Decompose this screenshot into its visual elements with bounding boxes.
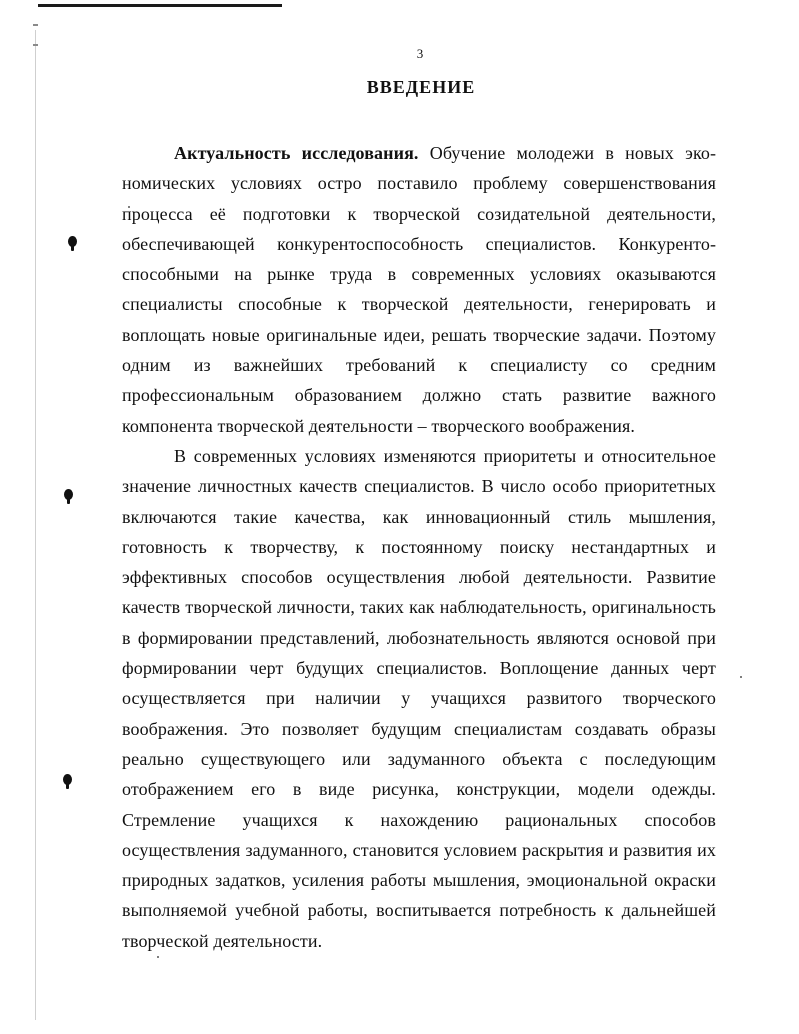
paragraph-lead: Актуальность исследования. [174,143,419,163]
scan-speck [740,676,742,678]
scan-top-border [38,4,282,7]
paragraph-text: В современных условиях изменяются приоритеты и относительное значение личностных качеств специалистов. В число особо приоритетных включаются такие качества, как инновационный стиль мышления, готовность к творчеству, к постоянному поиску нестандартных и эффективных способов осуществления любой деятельности. Развитие качеств творческой личности, таких как наблюдательность, оригинальность в формировании представлений, любознательность являются основой при формировании черт будущих специалистов. Воплощение данных черт осуществляется при наличии у учащихся развитого творческого воображения. Это позволяет будущим специалистам создавать образы реально существующего или задуманного объекта с последующим отображением его в виде рисунка, конструкции, модели одежды. Стремление учащихся к нахождению рациональных способов осуществления задуманного, становится условием раскрытия и развития их природных задатков, усиления работы мышления, эмоциональной окраски выполняемой учебной работы, воспитывается потребность к дальнейшей творческой деятельности. [122,445,716,951]
paragraph-text: Обучение молодежи в новых экономических условиях остро поставило проблему совершенствования процесса её подготовки к творческой созидательной деятельности, обеспечивающей конкурентоспособность специалистов. Конкурентоспособными на рынке труда в современных условиях оказываются специалисты способные к творческой деятельности, генерировать и воплощать новые оригинальные идеи, решать творческие задачи. Поэтому одним из важнейших требований к специалисту со средним профессиональным образованием должно стать развитие важного компонента творческой деятельности – творческого воображения. [122,143,716,436]
scan-speck [157,956,159,958]
section-title: ВВЕДЕНИЕ [366,77,476,97]
page-number: 3 [416,46,424,61]
binder-hole-mark [63,774,72,785]
body-text [122,138,716,956]
scan-left-edge [35,30,36,1020]
binder-hole-mark [64,489,73,500]
scan-edge-mark [33,44,38,46]
scan-edge-mark [33,24,38,26]
paragraph-relevance [122,138,716,441]
paragraph-priorities [122,441,716,956]
binder-hole-mark [68,236,77,247]
